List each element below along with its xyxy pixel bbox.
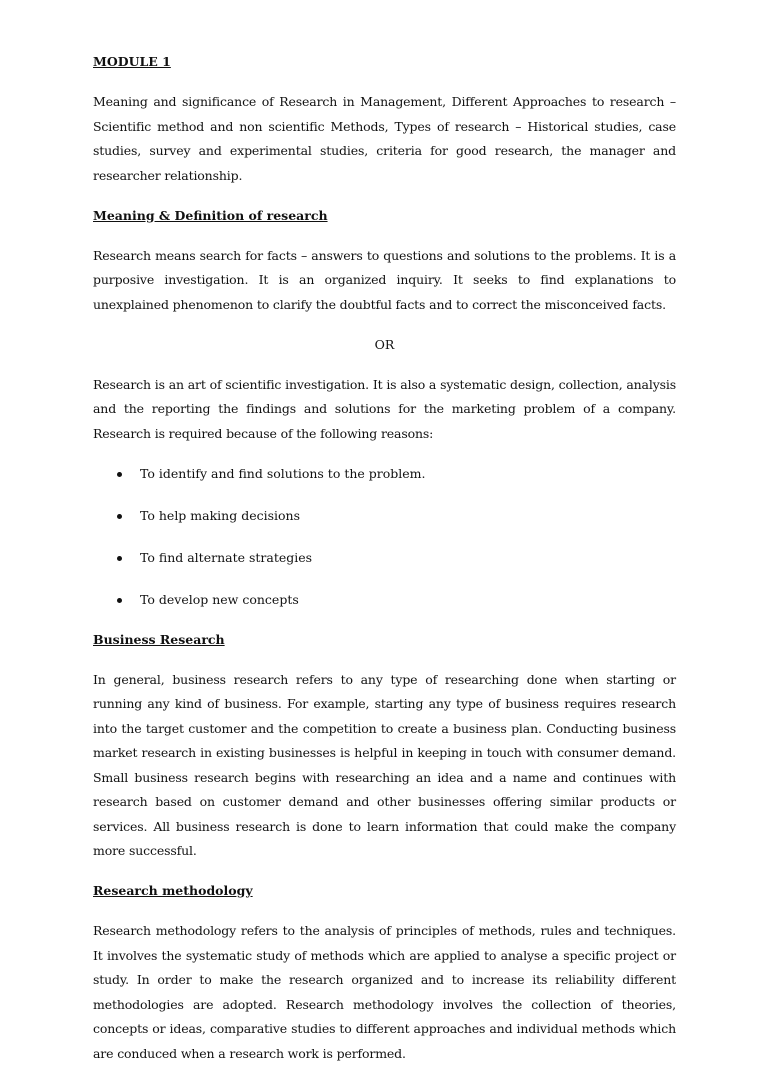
meaning-paragraph-2: Research is an art of scientific investigation. It is also a systematic design, collection, analysis and the reporting the findings and solutions for the marketing problem of a company. Research is required because of the following reasons: (93, 376, 676, 441)
or-separator: OR (374, 336, 395, 352)
list-item-text: To help making decisions (140, 507, 300, 523)
business-research-paragraph: In general, business research refers to any type of researching done when starting or running any kind of business. For example, starting any type of business requires research into the target customer and the competition to create a business plan. Conducting business market research in existing businesses is helpful in keeping in touch with consumer demand. Small business research begins with researching an idea and a name and continues with research based on customer demand and other businesses offering similar products or services. All business research is done to learn information that could make the company more successful. (93, 671, 676, 858)
meaning-paragraph-1: Research means search for facts – answers to questions and solutions to the problems. It is a purposive investigation. It is an organized inquiry. It seeks to find explanations to unexplained phenomenon to clarify the doubtful facts and to correct the misconceived facts. (93, 247, 676, 312)
list-item (93, 588, 676, 613)
heading-research-methodology: Research methodology (93, 883, 253, 898)
module-title: MODULE 1 (93, 54, 171, 69)
heading-business-research: Business Research (93, 631, 225, 647)
list-item-text: To identify and find solutions to the problem. (140, 465, 426, 481)
list-item-text: To develop new concepts (140, 591, 299, 607)
bullet-icon (117, 598, 122, 603)
research-methodology-paragraph: Research methodology refers to the analysis of principles of methods, rules and techniques. It involves the systematic study of methods which are applied to analyse a specific project or study. In order to make the research organized and to increase its reliability different methodologies are adopted. Research methodology involves the collection of theories, concepts or ideas, comparative studies to different approaches and individual methods which are conduced when a research work is performed. (93, 923, 676, 1061)
list-item-text: To find alternate strategies (140, 549, 313, 565)
list-item (93, 504, 676, 529)
document-page (93, 50, 676, 1066)
intro-paragraph: Meaning and significance of Research in Management, Different Approaches to research – Scientific method and non scientific Methods, Types of research – Historical studies, case studies, survey and experimental studies, criteria for good research, the manager and researcher relationship. (93, 94, 676, 183)
list-item (93, 546, 676, 571)
list-item (93, 462, 676, 487)
bullet-icon (117, 514, 122, 519)
reasons-list (93, 462, 676, 613)
bullet-icon (117, 556, 122, 561)
heading-meaning-definition: Meaning & Definition of research (93, 207, 328, 223)
bullet-icon (117, 472, 122, 477)
